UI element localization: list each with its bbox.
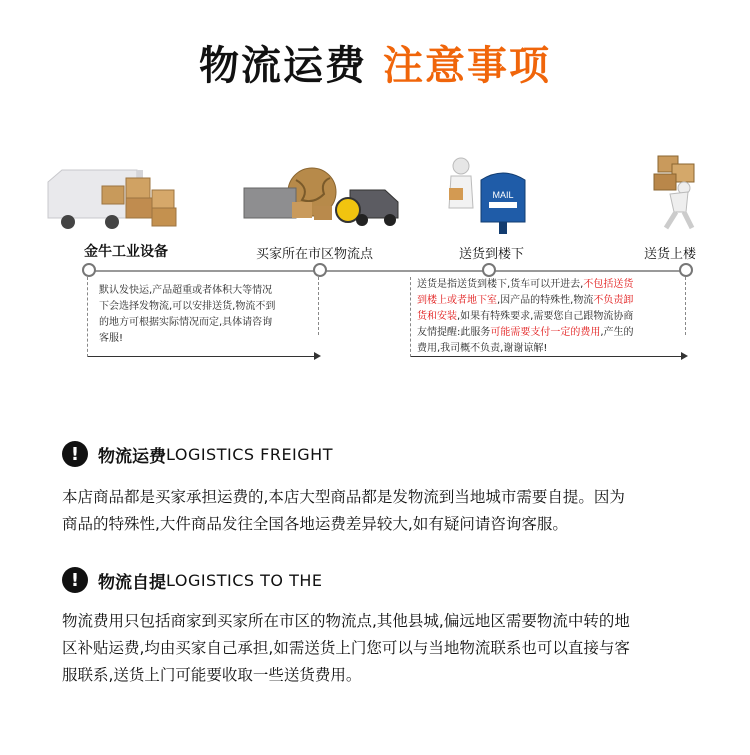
timeline-line <box>88 270 686 272</box>
note2-text: 费用,我司概不负责,谢谢谅解! <box>417 343 548 354</box>
note2-text: 送货是指送货到楼下,货车可以开进去, <box>417 279 584 290</box>
paragraph-line: 本店商品都是买家承担运费的,本店大型商品都是发物流到当地城市需要自提。因为 <box>62 488 625 506</box>
note-doorstep-delivery <box>417 277 689 357</box>
step-label-downstairs: 送货到楼下 <box>459 247 525 262</box>
timeline-node-4 <box>679 263 693 277</box>
step-label-factory: 金牛工业设备 <box>84 244 168 260</box>
paragraph-line: 商品的特殊性,大件商品发往全国各地运费差异较大,如有疑问请咨询客服。 <box>62 515 568 533</box>
paragraph-line: 物流费用只包括商家到买家所在市区的物流点,其他县城,偏远地区需要物流中转的地 <box>62 612 630 630</box>
section-title-en: LOGISTICS FREIGHT <box>166 444 333 464</box>
note2-text: ,因产品的特殊性,物流 <box>497 295 594 306</box>
delivery-truck-with-boxes-icon <box>42 160 182 235</box>
note2-red: 到楼上或者地下室 <box>417 295 497 306</box>
note2-red: 货和安装 <box>417 311 457 322</box>
note1-line: 默认发快运,产品超重或者体积大等情况 <box>99 285 273 296</box>
step-label-upstairs: 送货上楼 <box>644 247 697 262</box>
section-title-en: LOGISTICS TO THE <box>166 570 323 590</box>
note1-left-border <box>87 277 88 357</box>
paragraph-line: 区补贴运费,均由买家自己承担,如需送货上门您可以与当地物流联系也可以直接与客 <box>62 639 630 657</box>
timeline-node-2 <box>313 263 327 277</box>
note1-line: 下会选择发物流,可以安排送货,物流不到 <box>99 301 276 312</box>
section-freight-heading <box>62 441 333 467</box>
exclamation-icon: ! <box>62 567 88 593</box>
section-freight-body <box>62 484 702 538</box>
note2-left-border <box>410 277 411 357</box>
note1-arrow-line <box>88 356 314 357</box>
step-label-city-depot: 买家所在市区物流点 <box>256 247 374 262</box>
note2-arrow-head <box>681 352 688 360</box>
section-title-zh: 物流运费 <box>98 446 166 467</box>
note2-text: ,如果有特殊要求,需要您自己跟物流协商 <box>457 311 634 322</box>
mailbox-courier-icon <box>443 152 533 237</box>
note1-line: 客服! <box>99 333 124 344</box>
note1-arrow-head <box>314 352 321 360</box>
page-title <box>0 34 750 91</box>
note2-text: 友情提醒:此服务 <box>417 327 491 338</box>
note2-red: 可能需要支付一定的费用 <box>490 327 601 338</box>
note1-right-border <box>318 277 319 335</box>
note-quick-freight <box>99 283 314 347</box>
globe-truck-parcels-icon <box>240 160 410 235</box>
porter-carrying-boxes-icon <box>640 152 715 232</box>
timeline-node-3 <box>482 263 496 277</box>
exclamation-icon: ! <box>62 441 88 467</box>
note2-red: 不包括送货 <box>583 279 634 290</box>
title-orange: 注意事项 <box>383 43 551 89</box>
note2-red: 不负责卸 <box>593 295 634 306</box>
note1-line: 的地方可根据实际情况而定,具体请咨询 <box>99 317 273 328</box>
note2-text: ,产生的 <box>600 327 634 338</box>
section-title-zh: 物流自提 <box>98 572 166 593</box>
svg-text:MAIL: MAIL <box>492 190 514 200</box>
paragraph-line: 服联系,送货上门可能要收取一些送货费用。 <box>62 666 362 684</box>
section-pickup-heading <box>62 567 322 593</box>
section-pickup-body <box>62 608 702 689</box>
timeline-node-1 <box>82 263 96 277</box>
title-black: 物流运费 <box>199 43 367 89</box>
note2-arrow-line <box>411 356 681 357</box>
